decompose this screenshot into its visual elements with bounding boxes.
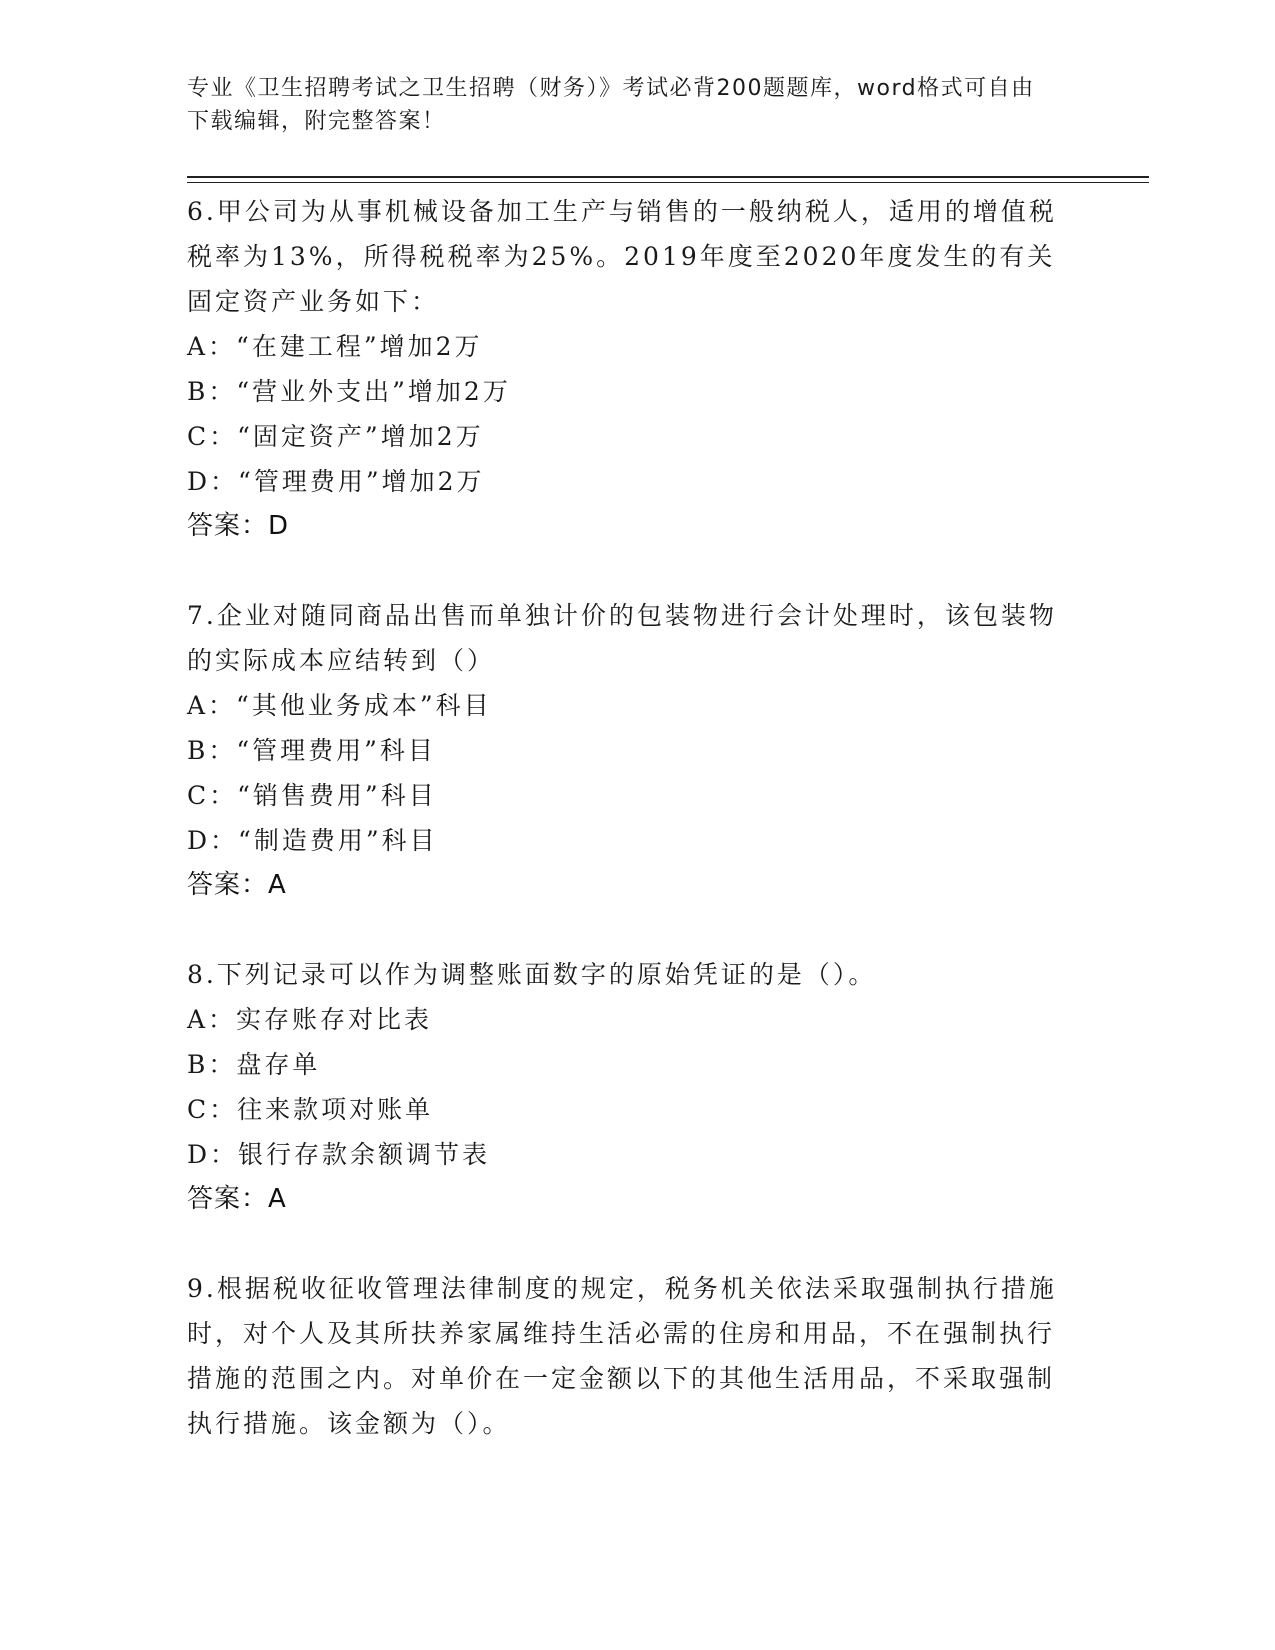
- question-8: [187, 952, 1067, 1222]
- question-stem: 9.根据税收征收管理法律制度的规定，税务机关依法采取强制执行措施时，对个人及其所扶养家属维持生活必需的住房和用品，不在强制执行措施的范围之内。对单价在一定金额以下的其他生活用品，不采取强制执行措施。该金额为（）。: [187, 1274, 1057, 1438]
- header-divider-thick: [187, 176, 1149, 178]
- question-6: [187, 189, 1067, 549]
- question-stem: 7.企业对随同商品出售而单独计价的包装物进行会计处理时，该包装物的实际成本应结转到（）: [187, 601, 1057, 675]
- option-b: B：“管理费用”科目: [187, 736, 436, 765]
- question-9: [187, 1266, 1067, 1446]
- option-a: A：“在建工程”增加2万: [187, 332, 483, 361]
- question-7: [187, 593, 1067, 908]
- option-b: B：盘存单: [187, 1050, 321, 1079]
- option-d: D：“管理费用”增加2万: [187, 467, 485, 496]
- option-d: D：银行存款余额调节表: [187, 1140, 491, 1169]
- option-a: A：“其他业务成本”科目: [187, 691, 492, 720]
- answer: 答案：A: [187, 1184, 287, 1214]
- question-stem: 8.下列记录可以作为调整账面数字的原始凭证的是（）。: [187, 960, 877, 989]
- option-c: C：“销售费用”科目: [187, 781, 437, 810]
- option-c: C：“固定资产”增加2万: [187, 422, 484, 451]
- option-a: A：实存账存对比表: [187, 1005, 433, 1034]
- answer: 答案：D: [187, 511, 290, 541]
- question-stem: 6.甲公司为从事机械设备加工生产与销售的一般纳税人，适用的增值税税率为13%，所得税税率为25%。2019年度至2020年度发生的有关固定资产业务如下：: [187, 197, 1057, 316]
- answer: 答案：A: [187, 870, 287, 900]
- header-divider-thin: [187, 182, 1149, 183]
- question-list: [187, 189, 1067, 1490]
- header-text: 专业《卫生招聘考试之卫生招聘（财务）》考试必背200题题库，word格式可自由下载编辑，附完整答案！: [187, 76, 1035, 134]
- document-header: [187, 72, 1057, 138]
- option-d: D：“制造费用”科目: [187, 826, 438, 855]
- option-c: C：往来款项对账单: [187, 1095, 434, 1124]
- option-b: B：“营业外支出”增加2万: [187, 377, 511, 406]
